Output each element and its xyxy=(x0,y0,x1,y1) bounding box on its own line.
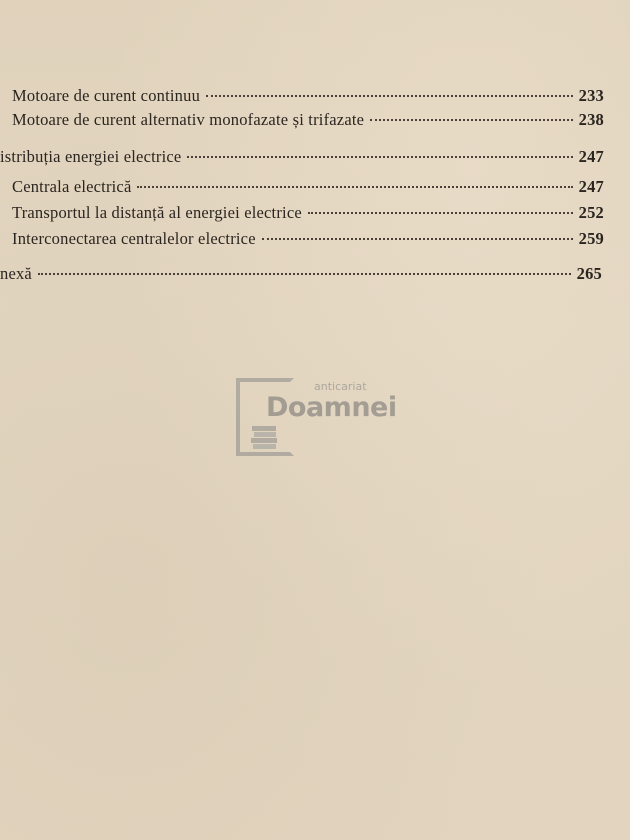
toc-entry-page: 265 xyxy=(576,264,602,283)
dot-leader xyxy=(38,273,571,275)
dot-leader xyxy=(137,186,572,188)
toc-entry xyxy=(12,110,604,130)
toc-entry-page: 247 xyxy=(578,147,604,166)
dot-leader xyxy=(262,238,573,240)
books-icon xyxy=(250,424,280,450)
toc-entry xyxy=(12,229,604,249)
toc-entry-page: 252 xyxy=(578,203,604,222)
dot-leader xyxy=(308,212,573,214)
toc-entry xyxy=(0,264,602,284)
toc-entry xyxy=(12,203,604,223)
toc-entry xyxy=(12,177,604,197)
toc-entry-page: 238 xyxy=(578,110,604,129)
watermark-tagline: anticariat xyxy=(314,380,367,393)
dot-leader xyxy=(370,119,572,121)
toc-entry-title: istribuția energiei electrice xyxy=(0,147,182,166)
toc-entry xyxy=(12,86,604,106)
toc-entry xyxy=(0,147,604,167)
toc-entry-title: Interconectarea centralelor electrice xyxy=(12,229,256,248)
toc-entry-title: Motoare de curent continuu xyxy=(12,86,201,105)
toc-entry-page: 259 xyxy=(578,229,604,248)
toc-entry-title: Centrala electrică xyxy=(12,177,132,196)
toc-entry-title: nexă xyxy=(0,264,32,283)
toc-entry-page: 247 xyxy=(578,177,604,196)
dot-leader xyxy=(187,156,572,158)
dot-leader xyxy=(206,95,573,97)
watermark-logo xyxy=(236,378,406,460)
watermark-brand: Doamnei xyxy=(266,392,397,423)
toc-entry-title: Transportul la distanță al energiei electrice xyxy=(12,203,302,222)
toc-entry-title: Motoare de curent alternativ monofazate și trifazate xyxy=(12,110,365,129)
toc-entry-page: 233 xyxy=(578,86,604,105)
